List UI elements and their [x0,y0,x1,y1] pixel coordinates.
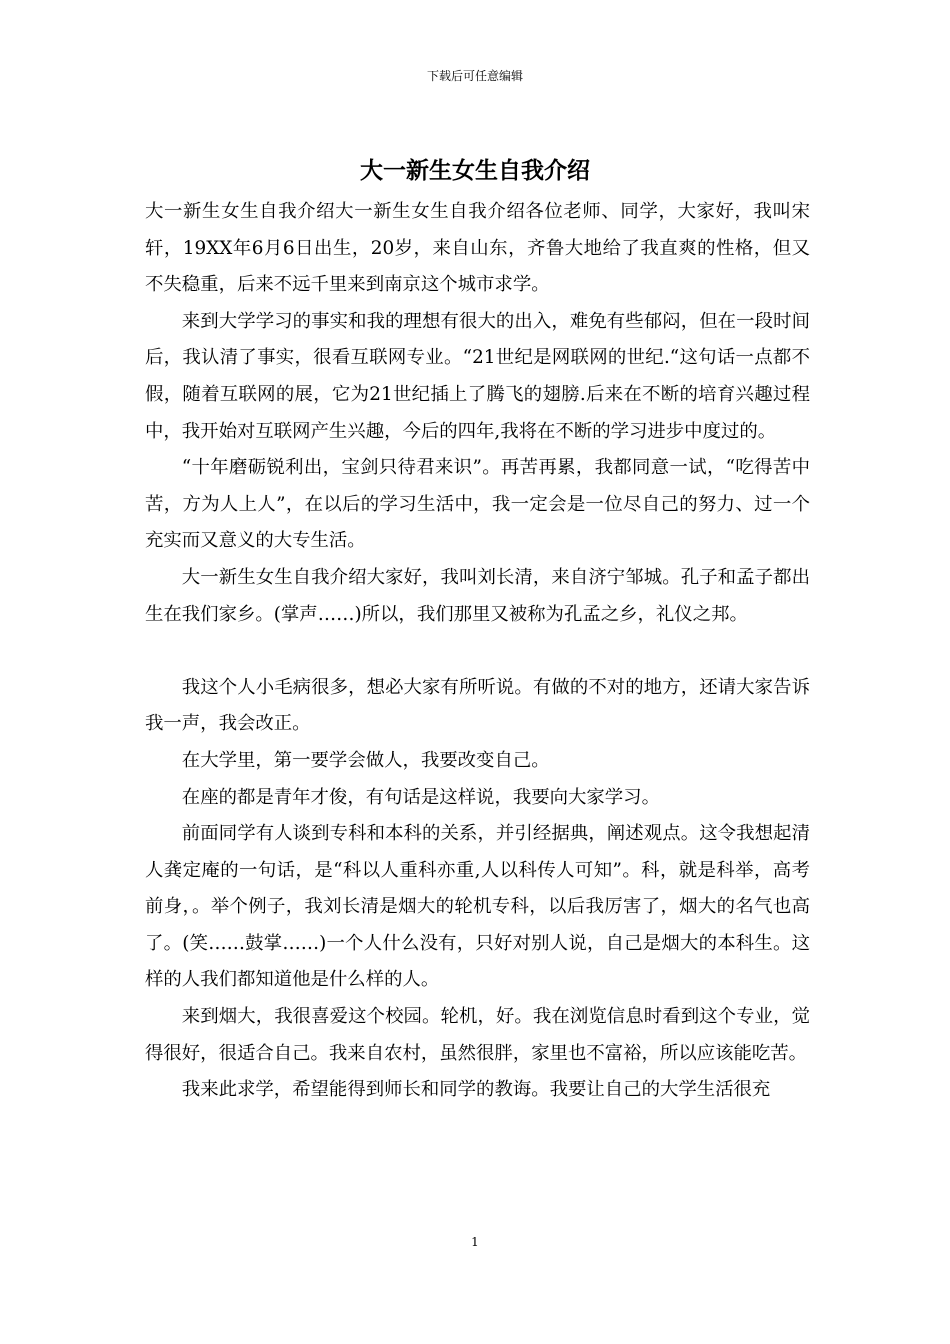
document-title: 大一新生女生自我介绍 [360,157,590,184]
paragraph-4: 大一新生女生自我介绍大家好，我叫刘长清，来自济宁邹城。孔子和孟子都出生在我们家乡。(掌声……)所以，我们那里又被称为孔孟之乡，礼仪之邦。 [145,566,810,625]
paragraph-9: 来到烟大，我很喜爱这个校园。轮机，好。我在浏览信息时看到这个专业，觉得很好，很适合自己。我来自农村，虽然很胖，家里也不富裕，所以应该能吃苦。 [145,1006,810,1064]
paragraph-7: 在座的都是青年才俊，有句话是这样说，我要向大家学习。 [181,786,660,808]
document-body [145,194,810,1109]
paragraph-2: 来到大学学习的事实和我的理想有很大的出入，难免有些郁闷，但在一段时间后，我认清了事实，很看互联网专业。“21世纪是网联网的世纪.“这句话一点都不假，随着互联网的展，它为21世纪插上了腾飞的翅膀.后来在不断的培育兴趣过程中，我开始对互联网产生兴趣，今后的四年,我将在不断的学习进步中度过的。 [145,310,810,442]
paragraph-8: 前面同学有人谈到专科和本科的关系，并引经据典，阐述观点。这令我想起清人龚定庵的一句话，是“科以人重科亦重,人以科传人可知”。科，就是科举，高考前身，。举个例子，我刘长清是烟大的轮机专科，以后我厉害了，烟大的名气也高了。(笑……鼓掌……)一个人什么没有，只好对别人说，自己是烟大的本科生。这样的人我们都知道他是什么样的人。 [145,823,810,991]
page-number: 1 [471,1235,479,1249]
paragraph-1: 大一新生女生自我介绍大一新生女生自我介绍各位老师、同学，大家好，我叫宋轩，19XX年6月6日出生，20岁，来自山东，齐鲁大地给了我直爽的性格，但又不失稳重，后来不远千里来到南京这个城市求学。 [145,201,810,296]
paragraph-10: 我来此求学，希望能得到师长和同学的教诲。我要让自己的大学生活很充 [181,1079,771,1101]
page-header: 下载后可任意编辑 [426,69,523,83]
paragraph-5: 我这个人小毛病很多，想必大家有所听说。有做的不对的地方，还请大家告诉我一声，我会改正。 [145,676,810,735]
blank-line [145,633,810,670]
paragraph-6: 在大学里，第一要学会做人，我要改变自己。 [181,749,550,771]
paragraph-3: “十年磨砺锐利出，宝剑只待君来识”。再苦再累，我都同意一试，“吃得苦中苦，方为人上人”，在以后的学习生活中，我一定会是一位尽自己的努力、过一个充实而又意义的大专生活。 [145,457,810,552]
